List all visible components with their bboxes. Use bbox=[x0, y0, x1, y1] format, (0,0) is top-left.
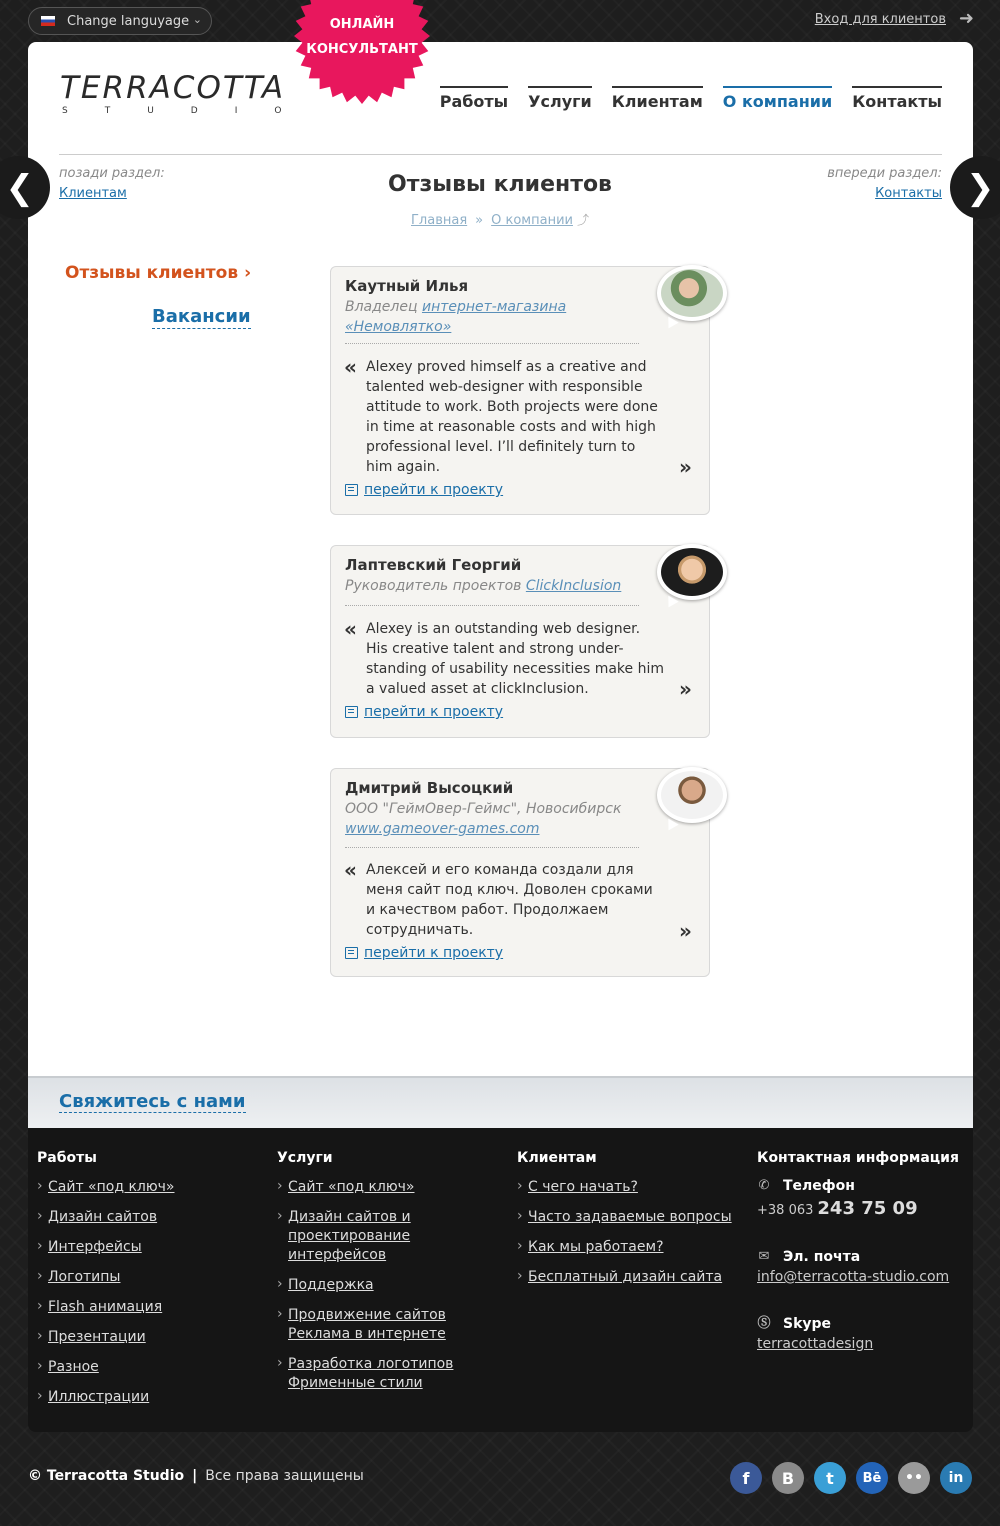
card-divider bbox=[345, 605, 639, 606]
list-item bbox=[37, 1238, 257, 1257]
list-item bbox=[277, 1306, 512, 1344]
header-divider bbox=[59, 154, 942, 155]
list-item bbox=[37, 1268, 257, 1287]
project-link-row[interactable] bbox=[345, 945, 503, 961]
footer-contacts-title: Контактная информация bbox=[757, 1150, 959, 1166]
skype-value bbox=[757, 1336, 967, 1352]
logo[interactable] bbox=[60, 72, 318, 116]
contact-us-link[interactable]: Свяжитесь с нами bbox=[59, 1091, 246, 1112]
footer bbox=[28, 1128, 973, 1432]
footer-clients-link[interactable]: С чего начать? bbox=[528, 1179, 638, 1195]
list-item bbox=[517, 1268, 742, 1287]
consultant-line2: КОНСУЛЬТАНТ bbox=[306, 42, 418, 57]
window-icon bbox=[345, 484, 358, 496]
contact-bar bbox=[28, 1076, 973, 1128]
footer-contacts-column bbox=[757, 1150, 967, 1352]
envelope-icon: ✉ bbox=[758, 1249, 770, 1264]
reviewer-company-link[interactable]: ClickInclusion bbox=[525, 578, 622, 594]
footer-services-column bbox=[277, 1150, 512, 1404]
avatar bbox=[657, 265, 727, 321]
footer-clients-column bbox=[517, 1150, 742, 1298]
reviewer-company-link[interactable]: www.gameover-games.com bbox=[345, 821, 540, 837]
footer-services-link[interactable]: Сайт «под ключ» bbox=[288, 1179, 415, 1195]
reviewer-role: Владелец интернет-магазина «Немовлятко» bbox=[345, 299, 567, 335]
review-text: Алексей и его команда создали для меня сайт под ключ. Доволен сроками и качеством работ. Продолжаем сотрудничать. bbox=[366, 862, 653, 938]
quote-close-icon: » bbox=[679, 455, 692, 479]
breadcrumb bbox=[0, 211, 1000, 228]
footer-works-column bbox=[37, 1150, 257, 1418]
footer-services-link[interactable]: Продвижение сайтов Реклама в интернете bbox=[288, 1307, 446, 1342]
prev-section-link[interactable]: Клиентам bbox=[59, 186, 127, 201]
footer-works-link[interactable]: Интерфейсы bbox=[48, 1239, 142, 1255]
quote-open-icon: « bbox=[344, 355, 357, 379]
list-item bbox=[37, 1328, 257, 1347]
skype-heading: Ⓢ Skype bbox=[757, 1316, 832, 1332]
russia-flag-icon bbox=[41, 16, 55, 26]
project-link[interactable]: перейти к проекту bbox=[364, 945, 504, 961]
avatar bbox=[657, 767, 727, 823]
nav-clients[interactable]: Клиентам bbox=[612, 86, 703, 111]
list-item bbox=[37, 1208, 257, 1227]
footer-works-link[interactable]: Презентации bbox=[48, 1329, 146, 1345]
nav-services[interactable]: Услуги bbox=[528, 86, 592, 111]
review-text: Alexey is an outstanding web designer. His creative talent and strong under-standing of usability necessities make him a valued asset at clickInclusion. bbox=[366, 621, 664, 697]
card-divider bbox=[345, 847, 639, 848]
list-item bbox=[37, 1388, 257, 1407]
language-label: Change languyage bbox=[67, 13, 190, 29]
client-login-link[interactable]: Вход для клиентов bbox=[814, 12, 946, 27]
footer-works-link[interactable]: Сайт «под ключ» bbox=[48, 1179, 175, 1195]
window-icon bbox=[345, 706, 358, 718]
list-item bbox=[37, 1298, 257, 1317]
nav-contacts[interactable]: Контакты bbox=[852, 86, 942, 111]
footer-works-link[interactable]: Иллюстрации bbox=[48, 1389, 150, 1405]
footer-services-link[interactable]: Поддержка bbox=[288, 1277, 374, 1293]
reviewer-role: Руководитель проектов ClickInclusion bbox=[345, 578, 622, 594]
footer-works-link[interactable]: Логотипы bbox=[48, 1269, 121, 1285]
copyright-separator: | bbox=[192, 1468, 198, 1484]
prev-section-caption: позади раздел: bbox=[59, 166, 165, 181]
footer-services-link[interactable]: Разработка логотипов Фрименные стили bbox=[288, 1356, 454, 1391]
reviewer-name: Каутный Илья bbox=[345, 277, 469, 295]
quote-close-icon: » bbox=[679, 677, 692, 701]
testimonial-card bbox=[330, 768, 710, 977]
page-title: Отзывы клиентов bbox=[388, 172, 612, 197]
project-link[interactable]: перейти к проекту bbox=[364, 704, 504, 720]
avatar bbox=[657, 544, 727, 600]
chevron-down-icon: ⌄ bbox=[192, 13, 202, 26]
main-nav bbox=[440, 86, 942, 111]
copyright-company: © Terracotta Studio bbox=[28, 1468, 185, 1484]
footer-clients-link[interactable]: Как мы работаем? bbox=[528, 1239, 664, 1255]
chevron-left-icon: ❮ bbox=[5, 167, 34, 208]
reviewer-role: ООО "ГеймОвер-Геймс", Новосибирск www.gameover-games.com bbox=[345, 801, 622, 837]
breadcrumb-separator: » bbox=[475, 213, 484, 228]
nav-about[interactable]: О компании bbox=[723, 86, 832, 111]
list-item bbox=[277, 1178, 512, 1197]
twitter-icon[interactable]: t bbox=[814, 1462, 846, 1494]
list-item bbox=[37, 1178, 257, 1197]
reviewer-company-link[interactable]: интернет-магазина «Немовлятко» bbox=[345, 299, 567, 335]
chevron-right-icon: › bbox=[244, 263, 252, 283]
sidebar-item-reviews bbox=[65, 263, 251, 283]
quote-close-icon: » bbox=[679, 919, 692, 943]
footer-services-title: Услуги bbox=[277, 1150, 333, 1166]
footer-works-link[interactable]: Flash анимация bbox=[48, 1299, 163, 1315]
arrow-right-icon[interactable]: ➜ bbox=[958, 8, 974, 29]
footer-services-link[interactable]: Дизайн сайтов и проектирование интерфейсов bbox=[288, 1209, 411, 1263]
reviewer-name: Дмитрий Высоцкий bbox=[345, 779, 514, 797]
nav-works[interactable]: Работы bbox=[440, 86, 508, 111]
facebook-icon[interactable]: f bbox=[730, 1462, 762, 1494]
skype-link[interactable]: terracottadesign bbox=[757, 1336, 874, 1352]
phone-icon: ✆ bbox=[758, 1178, 770, 1193]
copyright bbox=[28, 1468, 364, 1484]
chevron-right-icon: ❯ bbox=[966, 167, 995, 208]
email-heading: ✉ Эл. почта bbox=[758, 1249, 861, 1265]
list-item bbox=[37, 1358, 257, 1377]
linkedin-icon[interactable]: in bbox=[940, 1462, 972, 1494]
phone-heading: ✆ Телефон bbox=[758, 1178, 855, 1194]
level-up-icon[interactable]: ⤴ bbox=[576, 213, 589, 227]
footer-clients-title: Клиентам bbox=[517, 1150, 597, 1166]
email-value bbox=[757, 1269, 967, 1285]
project-link[interactable]: перейти к проекту bbox=[364, 482, 504, 498]
footer-clients-link[interactable]: Бесплатный дизайн сайта bbox=[528, 1269, 723, 1285]
sidebar-item-vacancies[interactable]: Вакансии bbox=[152, 306, 251, 327]
footer-works-title: Работы bbox=[37, 1150, 97, 1166]
project-link-row[interactable] bbox=[345, 704, 503, 720]
reviewer-name: Лаптевский Георгий bbox=[345, 556, 522, 574]
card-divider bbox=[345, 343, 639, 344]
flickr-icon[interactable]: •• bbox=[898, 1462, 930, 1494]
project-link-row[interactable] bbox=[345, 482, 503, 498]
online-consultant-badge[interactable] bbox=[294, 0, 430, 118]
vkontakte-icon[interactable]: B bbox=[772, 1462, 804, 1494]
breadcrumb-home[interactable]: Главная bbox=[411, 213, 468, 228]
email-link[interactable]: info@terracotta-studio.com bbox=[757, 1269, 950, 1285]
testimonial-card bbox=[330, 266, 710, 515]
next-section-link[interactable]: Контакты bbox=[875, 186, 942, 201]
skype-icon: Ⓢ bbox=[757, 1316, 771, 1331]
sidebar-active-label: Отзывы клиентов bbox=[65, 263, 239, 283]
behance-icon[interactable]: Bē bbox=[856, 1462, 888, 1494]
logo-wordmark: TERRACOTTA bbox=[60, 70, 286, 106]
list-item bbox=[517, 1208, 742, 1227]
quote-open-icon: « bbox=[344, 617, 357, 641]
logo-subtitle: STUDIO bbox=[62, 106, 319, 116]
list-item bbox=[517, 1238, 742, 1257]
breadcrumb-about[interactable]: О компании bbox=[491, 213, 573, 228]
language-selector[interactable] bbox=[28, 7, 212, 35]
footer-clients-link[interactable]: Часто задаваемые вопросы bbox=[528, 1209, 732, 1225]
review-text: Alexey proved himself as a creative and talented web-designer with responsible attitude to work. Both projects were done in time at reasonable costs and with high professional level. I’ll definitely turn to him again. bbox=[366, 359, 658, 475]
phone-value: +38 063 243 75 09 bbox=[757, 1198, 918, 1219]
copyright-rights: Все права защищены bbox=[205, 1468, 364, 1484]
list-item bbox=[517, 1178, 742, 1197]
next-section-caption: впереди раздел: bbox=[827, 166, 942, 181]
window-icon bbox=[345, 947, 358, 959]
quote-open-icon: « bbox=[344, 858, 357, 882]
list-item bbox=[277, 1208, 512, 1265]
list-item bbox=[277, 1355, 512, 1393]
list-item bbox=[277, 1276, 512, 1295]
footer-works-link[interactable]: Дизайн сайтов bbox=[48, 1209, 158, 1225]
footer-works-link[interactable]: Разное bbox=[48, 1359, 99, 1375]
consultant-line1: ОНЛАЙН bbox=[329, 17, 395, 32]
testimonial-card bbox=[330, 545, 710, 738]
